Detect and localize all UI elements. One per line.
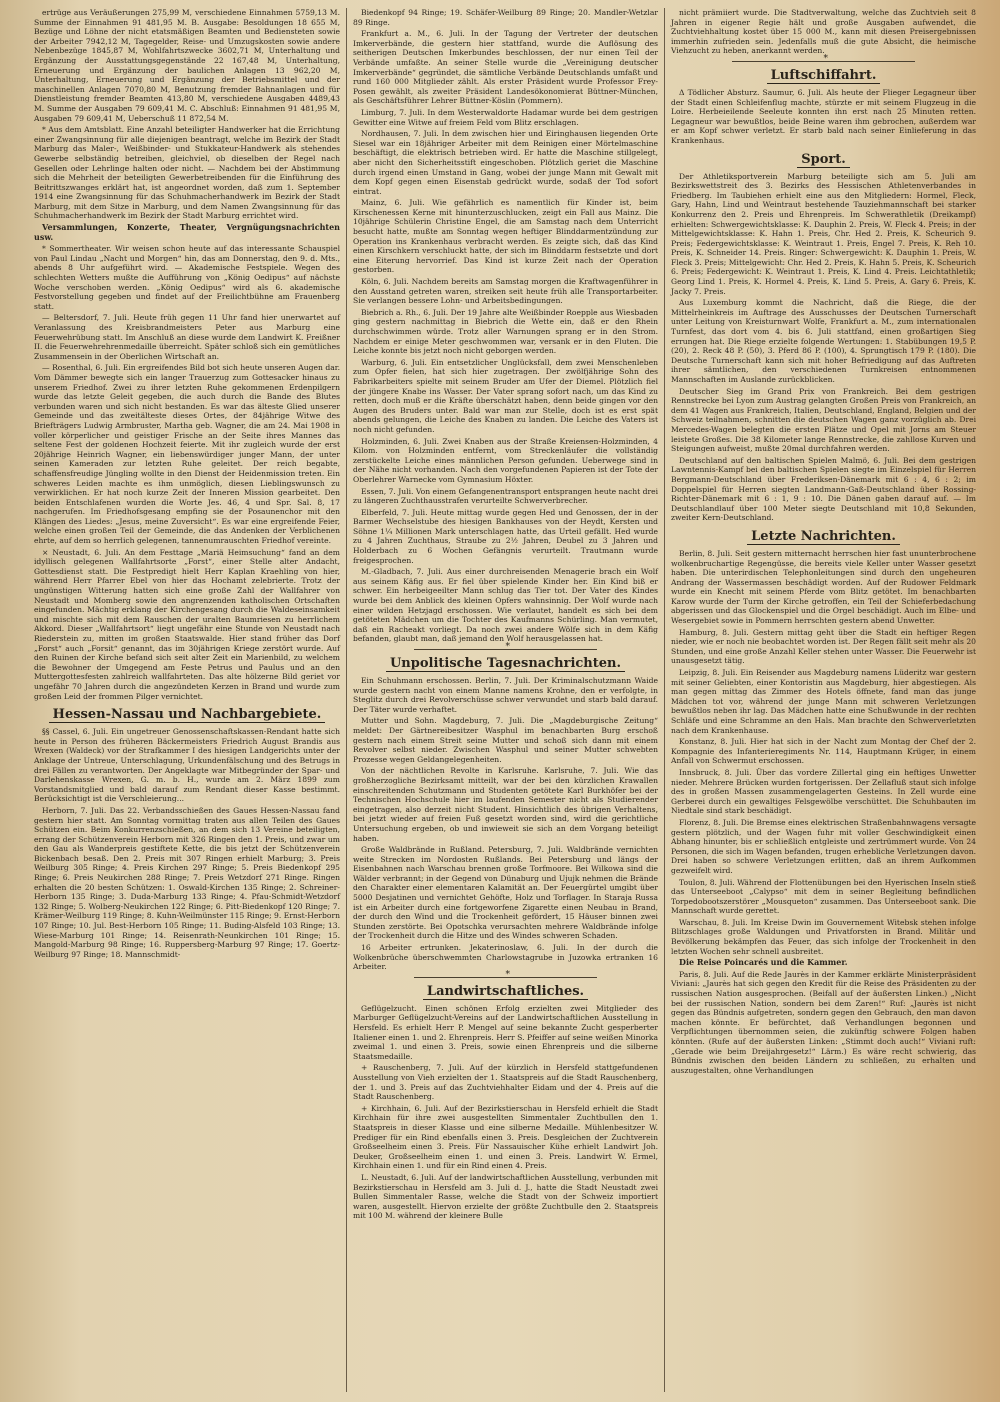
column-right — [664, 8, 982, 1392]
article-warburg: Warburg, 6. Juli. Ein entsetzlicher Unglücksfall, dem zwei Menschenleben zum Opfer fielen, hat sich hier zugetragen. Der zwölfjährige Sohn des Fabrikarbeiters spielte mit seinem Bruder am Ufer der Diemel. Plötzlich fiel der jüngere Knabe ins Wasser. Der Vater sprang sofort nach, um das Kind zu retten, doch muß er die Kräfte überschätzt haben, denn beide gingen vor den Augen des Bruders unter. Bald war man zur Stelle, doch ist es erst spät abends gelungen, die Leiche des Knaben zu landen. Die Leiche des Vaters ist noch nicht gefunden. — [353, 357, 658, 434]
article-paragraph: Biedenkopf 94 Ringe; 19. Schäfer-Weilburg 89 Ringe; 20. Mandler-Wetzlar 89 Ringe. — [353, 8, 658, 27]
section-subheading: Versammlungen, Konzerte, Theater, Vergnügungsnachrichten usw. — [34, 222, 340, 242]
article-baltische-spiele: Deutschland auf den baltischen Spielen Malmö, 6. Juli. Bei dem gestrigen Lawntennis-Kampf bei den baltischen Spielen siegte im Einzelspiel für Herren Bergmann-Deutschland über Frederiksen-Dänemark mit 6 : 4, 6 : 2; im Doppelspiel für Herren siegten Landmann-Gaß-Deutschland über Rossing-Richter-Dänemark mit 6 : 1, 9 : 10. Die Dänen gaben darauf auf. — Im Deutschlandlauf über 100 Meter siegte Deutschland mit 10,8 Sekunden, zweiter Kern-Deutschland. — [671, 455, 976, 523]
article-schuhmann: Ein Schuhmann erschossen. Berlin, 7. Juli. Der Kriminalschutzmann Waide wurde gestern nacht von einem Manne namens Krohne, den er verfolgte, in Steglitz durch drei Revolverschüsse schwer verwundet und starb bald darauf. Der Täter wurde verhaftet. — [353, 676, 658, 714]
article-paris: Paris, 8. Juli. Auf die Rede Jaurès in der Kammer erklärte Ministerpräsident Viviani: „Jaurès hat sich gegen den Kredit für die Reise des Präsidenten zu der russischen Nation ausgesprochen. (Beifall auf der äußersten Linken.) „Nicht bei der russischen Nation, sondern bei dem Zaren!“ Ruf: „Jaurès ist nicht gegen das Bündnis aufgetreten, sondern gegen den Gebrauch, den man davon machen könnte. Er befürchtet, daß Verhandlungen begonnen und Verpflichtungen übernommen seien, die zukünftig schwere Folgen haben könnten. (Rufe auf der äußersten Linken: „Stimmt doch auch!“ Viviani ruft: „Gerade wie beim Dreijahrgesetz!“ Lärm.) Es wäre recht schwierig, das Bündnis zwischen den beiden Ländern zu schließen, zu erhalten und auszugestalten, ohne Verhandlungen — [671, 969, 976, 1075]
article-sommertheater: * Sommertheater. Wir weisen schon heute auf das interessante Schauspiel von Paul Lindau „Nacht und Morgen“ hin, das am Donnerstag, den 9. d. Mts., abends 8 Uhr aufgeführt wird. — Akademische Festspiele. Wegen des schlechten Wetters mußte die Aufführung von „König Oedipus“ auf nächste Woche verschoben werden. „König Oedipus“ wird als 6. akademische Festvorstellung gegeben und findet auf der Freilichtbühne am Frauenberg statt. — [34, 244, 340, 311]
article-frankfurt: Frankfurt a. M., 6. Juli. In der Tagung der Vertreter der deutschen Imkerverbände, die gestern hier stattfand, wurde die Auflösung des seitherigen Deutschen Imkerbundes beschlossen, der nur einen Teil der Verbände umfaßte. An seiner Stelle wurde die „Vereinigung deutscher Imkerverbände“ gegründet, die sämtliche Verbände Deutschlands umfaßt und rund 160 000 Mitglieder zählt. Als erster Präsident wurde Professor Frey-Posen gewählt, als zweiter Präsident Landesökonomierat Büttner-München, als Geschäftsführer Lehrer Büttner-Köslin (Pommern). — [353, 29, 658, 106]
article-hamburg: Hamburg, 8. Juli. Gestern mittag geht über die Stadt ein heftiger Regen nieder, wie er noch nie beobachtet worden ist. Der Regen fällt seit mehr als 20 Stunden, und eine große Anzahl Keller stehen unter Wasser. Die Feuerwehr ist unausgesetzt tätig. — [671, 627, 976, 666]
article-florenz: Florenz, 8. Juli. Die Bremse eines elektrischen Straßenbahnwagens versagte gestern plötzlich, und der Wagen fuhr mit voller Geschwindigkeit einen Abhang hinunter, bis er schließlich entgleiste und zertrümmert wurde. Von 24 Personen, die sich im Wagen befanden, trugen erhebliche Verletzungen davon. Drei haben so schwere Verletzungen erlitten, daß an ihrem Aufkommen gezweifelt wird. — [671, 817, 976, 875]
section-heading — [353, 984, 658, 1000]
article-amtsblatt: * Aus dem Amtsblatt. Eine Anzahl beteiligter Handwerker hat die Errichtung einer Zwangsinnung für alle diejenigen beantragt, welche im Bezirk der Stadt Marburg das Maler-, Weißbinder- und Stukkateur-Handwerk als stehendes Gewerbe selbständig betreiben, gleichviel, ob dieselben der Regel nach Gesellen oder Lehrlinge halten oder nicht. — Nachdem bei der Abstimmung sich die Mehrheit der beteiligten Gewerbetreibenden für die Einführung des Beitrittszwanges erklärt hat, ist angeordnet worden, daß zum 1. September 1914 eine Zwangsinnung für das Schuhmacherhandwerk im Bezirk der Stadt Marburg, mit dem Sitze in Marburg, und dem Namen Zwangsinnung für das Schuhmacherhandwerk im Bezirk der Stadt Marburg errichtet wird. — [34, 125, 340, 221]
column-layout — [28, 8, 982, 1392]
article-paragraph: ertrüge aus Veräußerungen 275,99 M, verschiedene Einnahmen 5759,13 M. Summe der Einnahmen 91 481,95 M. B. Ausgabe: Besoldungen 18 655 M, Bezüge und Löhne der nicht etatsmäßigen Beamten und Bediensteten sowie der Arbeiter 7942,12 M, Tagegelder, Reise- und Umzugskosten sowie andere Nebenbezüge 1845,87 M, Wohlfahrtszwecke 3602,71 M, Unterhaltung und Ergänzung der Ausstattungsgegenstände 22 167,48 M, Unterhaltung, Erneuerung und Ergänzung der baulichen Anlagen 13 962,20 M, Unterhaltung, Erneuerung und Ergänzung der Betriebsmittel und der maschinellen Anlagen 7070,80 M, Benutzung fremder Bahnanlagen und für Dienstleistung fremder Beamten 413,80 M, verschiedene Ausgaben 4489,43 M. Summe der Ausgaben 79 609,41 M. C. Abschluß: Einnahmen 91 481,95 M, Ausgaben 79 609,41 M, Ueberschuß 11 872,54 M. — [34, 8, 340, 123]
article-warschau: Warschau, 8. Juli. Im Kreise Dwin im Gouvernement Witebsk stehen infolge Blitzschlages große Waldungen und Privatforsten in Brand. Militär und Bevölkerung bekämpfen das Feuer, das sich infolge der Trockenheit in den letzten Wochen sehr schnell ausbreitet. — [671, 917, 976, 956]
article-berlin: Berlin, 8. Juli. Seit gestern mitternacht herrschen hier fast ununterbrochene wolkenbruchartige Regengüsse, die bereits viele Keller unter Wasser gesetzt haben. Die unterirdischen Telephonleitungen sind durch den ungeheuren Andrang der Wassermassen beschädigt worden. Auf der Rudower Feldmark wurde ein Knecht mit seinem Pferde vom Blitz getötet. Im benachbarten Karow wurde der Turm der Kirche getroffen, ein Teil der Schieferbedachung abgerissen und das Glockenspiel und die Orgel beschädigt. Auch im Elbe- und Wesergebiet sowie in Pommern herrschten gestern abend Unwetter. — [671, 548, 976, 626]
section-subheading: Die Reise Poincarés und die Kammer. — [679, 957, 848, 968]
heading-text: Sport. — [797, 152, 850, 168]
article-mainz: Mainz, 6. Juli. Wie gefährlich es namentlich für Kinder ist, beim Kirschenessen Kerne mit hinunterzuschlucken, zeigt ein Fall aus Mainz. Die 10jährige Schülerin Christine Engel, die am Samstag nach dem Unterricht besucht hatte, mußte am Sonntag wegen heftiger Blinddarmentzündung zur Operation ins Krankenhaus verbracht werden. Es zeigte sich, daß das Kind einen Kirschkern verschluckt hatte, der sich im Blinddarm festsetzte und dort eine Eiterung hervorrief. Das Kind ist kurze Zeit nach der Operation gestorben. — [353, 198, 658, 275]
article-gladbach: M.-Gladbach, 7. Juli. Aus einer durchreisenden Menagerie brach ein Wolf aus seinem Käfig aus. Er fiel über spielende Kinder her. Ein Kind biß er schwer. Ein herbeigeeilter Mann schlug das Tier tot. Der Vater des Kindes wurde bei dem Anblick des kleinen Opfers wahnsinnig. Der Wolf wurde nach einer wilden Hetzjagd erschossen. Wie verlautet, handelt es sich bei dem getöteten Mädchen um die Tochter des Kaufmanns Schürling. Man vermutet, daß ein Racheakt vorliegt. Da noch zwei andere Wölfe sich in dem Käfig befanden, glaubt man, daß jemand den Wolf herausgelassen hat. — [353, 567, 658, 644]
heading-text: Unpolitische Tagesnachrichten. — [386, 656, 625, 672]
article-herborn: Herborn, 7. Juli. Das 22. Verbandsschießen des Gaues Hessen-Nassau fand gestern hier statt. Am Sonntag vormittag traten aus allen Teilen des Gaues Schützen ein. Beim Konkurrenzschießen, an dem sich 13 Vereine beteiligten, errang der Schützenverein Herborn mit 326 Ringen den 1. Preis, und zwar um den Gau als Wanderpreis gestiftete Kette, die bis jetzt der Schützenverein Bickenbach besaß. Den 2. Preis mit 307 Ringen erhielt Marburg; 3. Preis Weilburg 305 Ringe; 4. Preis Kirchen 297 Ringe; 5. Preis Biedenkopf 295 Ringe; 6. Preis Neukirchen 288 Ringe; 7. Preis Wetzdorf 271 Ringe. Ringen erhalten die 20 besten Schützen: 1. Oswald-Kirchen 135 Ringe; 2. Schreiner-Herborn 135 Ringe; 3. Duda-Marburg 133 Ringe; 4. Pfau-Schmidt-Wetzdorf 132 Ringe; 5. Wolberg-Neukirchen 122 Ringe; 6. Pitt-Biedenkopf 120 Ringe; 7. Krämer-Weilburg 119 Ringe; 8. Kuhn-Weilmünster 115 Ringe; 9. Ernst-Herborn 107 Ringe; 10. Jul. Best-Herborn 105 Ringe; 11. Buding-Alsfeld 103 Ringe; 13. Wiese-Marburg 101 Ringe; 14. Reisenrath-Neunkirchen 101 Ringe; 15. Mangold-Marburg 98 Ringe; 16. Ruppersberg-Marburg 97 Ringe; 17. Goertz-Weilburg 97 Ringe; 18. Mannschmidt- — [34, 805, 340, 959]
heading-text: Luftschiffahrt. — [767, 68, 881, 84]
article-grand-prix: Deutscher Sieg im Grand Prix von Frankreich. Bei dem gestrigen Rennstrecke bei Lyon zum Austrag gelangten Großen Preis von Frankreich, an dem 41 Wagen aus Frankreich, Italien, Deutschland, England, Belgien und der Schweiz teilnahmen, schnitten die deutschen Wagen ganz vorzüglich ab. Drei Mercedes-Wagen belegten die ersten Plätze und Opel mit Jorns am Steuer leistete Großes. Die 38 Kilometer lange Rennstrecke, die zahllose Kurven und Steigungen aufweist, mußte 20mal durchfahren werden. — [671, 386, 976, 454]
article-mutter-sohn: Mutter und Sohn. Magdeburg, 7. Juli. Die „Magdeburgische Zeitung“ meldet: Der Gärtnereibesitzer Wasphul im benachbarten Burg erschoß gestern nach einem Streit seine Mutter und schoß sich dann mit einem Revolver selbst nieder. Zwischen Wasphul und seiner Mutter schwebten Prozesse wegen Geldangelegenheiten. — [353, 716, 658, 764]
section-heading — [671, 152, 976, 168]
article-leipzig: Leipzig, 8. Juli. Ein Reisender aus Magdeburg namens Lüderitz war gestern mit seiner Geliebten, einer Kontoristin aus Magdeburg, hier abgestiegen. Als man gegen mittag das Zimmer des Hotels öffnete, fand man das junge Mädchen tot vor, während der junge Mann mit schweren Verletzungen bewußtlos neben ihr lag. Das Mädchen hatte eine Schußwunde in der rechten Schläfe und eine Schramme an den Hals. Man brachte den Schwerverletzten nach dem Krankenhause. — [671, 668, 976, 735]
article-toulon: Toulon, 8. Juli. Während der Flottenübungen bei den Hyerischen Inseln stieß das Unterseeboot „Calypso“ mit dem in seiner Begleitung befindlichen Torpedobootszerstörer „Mousqueton“ zusammen. Das Unterseeboot sank. Die Mannschaft wurde gerettet. — [671, 877, 976, 916]
section-heading — [34, 707, 340, 723]
article-luxemburg: Aus Luxemburg kommt die Nachricht, daß die Riege, die der Mittelrheinkreis im Auftrage des Ausschusses der Deutschen Turnerschaft unter Leitung von Kreisturnwart Wolfe, Frankfurt a. M., zum internationalen Turnfest, das dort vom 4. bis 6. Juli stattfand, einen großartigen Sieg errungen hat. Die Riege erzielte folgende Wertungen: 1. Stabübungen 19,5 P. (20), 2. Reck 48 P. (50), 3. Pferd 86 P. (100), 4. Sprungtisch 179 P. (180). Die Deutsche Turnerschaft kann sich mit hoher Befriedigung auf das Auftreten ihrer sämtlichen, den verschiedenen Turnkreisen entnommenen Mannschaften im Auslande zurückblicken. — [671, 298, 976, 384]
article-rauschenberg: + Rauschenberg, 7. Juli. Auf der kürzlich in Hersfeld stattgefundenen Ausstellung von Vieh erzielten der 1. Staatspreis auf die Stadt Rauschenberg, der 1. und 3. Preis auf das Zuchtviehhalter Eidam und der 4. Preis auf die Stadt Rauschenberg. — [353, 1063, 658, 1102]
section-heading — [671, 529, 976, 545]
article-gefluegelzucht: Geflügelzucht. Einen schönen Erfolg erzielten zwei Mitglieder des Marburger Geflügelzucht-Vereins auf der Landwirtschaftlichen Ausstellung in Hersfeld. Es erhielt Herr P. Mengel auf seine bekannte Zucht gesperberter Italiener einen 1. und 2. Ehrenpreis. Herr S. Pfeiffer auf seine weißen Minorka zweimal 1. und einen 3. Preis, sowie einen Ehrenpreis und die silberne Staatsmedaille. — [353, 1003, 658, 1061]
article-nordhausen: Nordhausen, 7. Juli. In dem zwischen hier und Eiringhausen liegenden Orte Siesel war ein 18jähriger Arbeiter mit dem Reinigen einer Mörtelmaschine beschäftigt, die elektrisch betrieben wird. Er hatte die Maschine stillgelegt, aber nicht den Sicherheitsstift eingeschoben. Plötzlich geriet die Maschine durch irgend einen Umstand in Gang, wobei der junge Mann mit Gewalt mit dem Kopf gegen einen Eisenstab gedrückt wurde, sodaß der Tod sofort eintrat. — [353, 129, 658, 196]
article-konstanz: Konstanz, 8. Juli. Hier hat sich in der Nacht zum Montag der Chef der 2. Kompagnie des Infanterieregiments Nr. 114, Hauptmann Krüger, in einem Anfall von Schwermut erschossen. — [671, 737, 976, 766]
article-kirchhain: + Kirchhain, 6. Juli. Auf der Bezirkstierschau in Hersfeld erhielt die Stadt Kirchhain für ihre zwei ausgestellten Simmentaler Zuchtbullen den 1. Staatspreis in dieser Klasse und eine silberne Medaille. Mühlenbesitzer W. Prediger für ein Rind ebenfalls einen 3. Preis. Desgleichen der Zuchtverein Großseelheim einen 3. Preis. Für Nassauischer Kühe erhielt Landwirt Joh. Deuker, Großseelheim einen 1. und einen 3. Preis. Landwirt W. Ermel, Kirchhain einen 1. und für ein Rind einen 4. Preis. — [353, 1103, 658, 1171]
article-elberfeld: Elberfeld, 7. Juli. Heute mittag wurde gegen Hed und Genossen, der in der Barmer Wechselstube des hiesigen Bankhauses von der Heydt, Kersten und Söhne 1¼ Millionen Mark unterschlagen hatte, das Urteil gefällt. Hed wurde zu 4 Jahren Zuchthaus, Straube zu 2½ Jahren, Deubel zu 3 Jahren und Holderbach zu 6 Wochen Gefängnis verurteilt. Trautmann wurde freigesprochen. — [353, 507, 658, 565]
heading-text: Landwirtschaftliches. — [423, 984, 588, 1000]
article-cassel: §§ Cassel, 6. Juli. Ein ungetreuer Genossenschaftskassen-Rendant hatte sich heute in Person des früheren Bäckermeisters Friedrich August Brandis aus Wrexen (Waldeck) vor der Strafkammer I des hiesigen Landgerichts unter der Anklage der Untreue, Unterschlagung, Urkundenfälschung und des Betrugs in drei Fällen zu verantworten. Der Angeklagte war Mitbegründer der Spar- und Darlehenskasse Wrexen, G. m. b. H., wurde am 2. März 1899 zum Vorstandsmitglied und bald darauf zum Rendant dieser Kasse bestimmt. Berücksichtigt ist die Verschleierung... — [34, 727, 340, 804]
article-holzminden: Holzminden, 6. Juli. Zwei Knaben aus der Straße Kreiensen-Holzminden, 4 Kilom. von Holzminden entfernt, vom Streckenläufer die vollständig zerstückelte Leiche eines männlichen Person gefunden. Ueberwege sind in der Nähe nicht vorhanden. Nach den vorgefundenen Papieren ist der Tote der Oberlehrer Warnecke vom Gymnasium Höxter. — [353, 436, 658, 484]
column-left — [28, 8, 346, 1392]
article-limburg: Limburg, 7. Juli. In dem Westerwaldorte Hadamar wurde bei dem gestrigen Gewitter eine Witwe auf freiem Feld vom Blitz erschlagen. — [353, 107, 658, 127]
column-middle — [346, 8, 664, 1392]
article-paragraph: nicht prämiiert wurde. Die Stadtverwaltung, welche das Zuchtvieh seit 8 Jahren in eigener Regie hält und große Ausgaben aufwendet, die Zuchtviehhaltung kostet über 15 000 M., kann mit diesen Preisergebnissen immerhin zufrieden sein. Jedenfalls muß die gute Absicht, die heimische Viehzucht zu heben, anerkannt werden. — [671, 8, 976, 56]
divider — [414, 977, 597, 978]
heading-text: Letzte Nachrichten. — [747, 529, 900, 545]
section-heading — [671, 68, 976, 84]
article-innsbruck: Innsbruck, 8. Juli. Über das vordere Zillertal ging ein heftiges Unwetter nieder. Mehrere Brücken wurden fortgerissen. Der Zellafluß staut sich infolge des in großen Massen zusammengelagerten Gesteins. In Zell wurde eine Gerberei durch ein gewaltiges Felsgewölbe verschüttet. Die Schuhbauten im Niedtale sind stark beschädigt. — [671, 767, 976, 816]
article-neustadt-vieh: L. Neustadt, 6. Juli. Auf der landwirtschaftlichen Ausstellung, verbunden mit Bezirkstierschau in Hersfeld am 3. Juli d. J., hatte die Stadt Neustadt zwei Bullen Simmentaler Rasse, welche die Stadt von der Schweiz importiert waren, ausgestellt. Hiervon erzielte der größte Zuchtbulle den 2. Staatspreis mit 100 M. während der kleinere Bulle — [353, 1172, 658, 1221]
section-heading — [353, 656, 658, 672]
article-beltersdorf: — Beltersdorf, 7. Juli. Heute früh gegen 11 Uhr fand hier unerwartet auf Veranlassung des Kreisbrandmeisters Peter aus Marburg eine Feuerwehrübung statt. Im Anschluß an diese wurde dem Landwirt K. Freißner II. die Feuerwehrehrenmedaille überreicht. Später schloß sich ein gemütliches Zusammensein in der Oberlichen Wirtschaft an. — [34, 313, 340, 361]
article-neustadt: × Neustadt, 6. Juli. An dem Festtage „Mariä Heimsuchung“ fand an dem idyllisch gelegenen Wallfahrtsorte „Forst“, einer Stelle alter Andacht, Gottesdienst statt. Die Festpredigt hielt Herr Kaplan Kraehling von hier, während Herr Pfarrer Ebel von hier das Hochamt zelebrierte. Trotz der ungünstigen Witterung hatten sich eine große Zahl der Wallfahrer von Neustadt und Momberg sowie den angrenzenden katholischen Ortschaften eingefunden. Mächtig erklang der Kirchengesang durch die Waldeseinsamkeit und mischte sich mit dem Rauschen der uralten Baumriesen zu herrlichem Akkord. Dieser „Wallfahrtsort“ liegt ungefähr eine Stunde von Neustadt nach Riederstein zu, mitten im großen Staatswalde. Hier stand früher das Dorf „Forst“ auch „Forsit“ genannt, das im 30jährigen Kriege zerstört wurde. Auf den Ruinen der Kirche befand sich seit alter Zeit ein Marienbild, zu welchem die Bewohner der Umgegend am Feste Petrus und Paulus und an den Muttergottesfesten zahlreich wallfahrteten. Das alte hölzerne Bild geriet vor ungefähr 70 Jahren durch die angezündeten Kerzen in Brand und wurde zum großen Leid der frommen Pilger vernichtet. — [34, 547, 340, 701]
heading-text: Hessen-Nassau und Nachbargebiete. — [49, 707, 326, 723]
article-biebrich: Biebrich a. Rh., 6. Juli. Der 19 Jahre alte Weißbinder Roepple aus Wiesbaden ging gestern nachmittag in Biebrich die Wette ein, daß er den Rhein durchschwimmen würde. Trotz aller Warnungen sprang er in den Strom. Nachdem er einige Meter geschwommen war, versank er in den Fluten. Die Leiche konnte bis jetzt noch nicht geborgen werden. — [353, 307, 658, 356]
article-essen: Essen, 7. Juli. Von einem Gefangenentransport entsprangen heute nacht drei zu längeren Zuchthausstrafen verurteilte Schwerverbrecher. — [353, 486, 658, 506]
article-arbeiter: 16 Arbeiter ertrunken. Jekaterinoslaw, 6. Juli. In der durch die Wolkenbrüche überschwemmten Charlowstagrube in Juzowka ertranken 16 Arbeiter. — [353, 943, 658, 972]
article-absturz: Δ Tödlicher Absturz. Saumur, 6. Juli. Als heute der Flieger Legagneur über der Stadt einen Schleifenflug machte, stürzte er mit seinem Flugzeug in die Loire. Herbeieilende Seeleute konnten ihn erst nach 25 Minuten retten. Legagneur war bewußtlos, beide Beine waren ihm gebrochen, außerdem war er am Kopf schwer verletzt. Er starb bald nach seiner Einlieferung in das Krankenhaus. — [671, 87, 976, 145]
article-karlsruhe: Von der nächtlichen Revolte in Karlsruhe. Karlsruhe, 7. Juli. Wie das großherzogliche Bezirksamt mitteilt, war der bei den kürzlichen Krawallen einschreitenden Schutzmann und Studenten getötete Karl Burkhöfer bei der Technischen Hochschule hier im laufenden Semester nicht als Studierender eingetragen, also derzeit nicht Student. Hinsichtlich des übrigen Verhaltens, bei jetzt wieder auf freien Fuß gesetzt worden sind, wird die gerichtliche Untersuchung ergeben, ob und inwieweit sie sich an dem Vorgang beteiligt haben. — [353, 766, 658, 843]
article-waldbraende: Große Waldbrände in Rußland. Petersburg, 7. Juli. Waldbrände vernichten weite Strecken im Nordosten Rußlands. Bei Petersburg und längs der Eisenbahnen nach Warschau brennen große Torfmoore. Bei Wilkowa sind die Wälder verbrannt; in der Gegend von Dünaburg und Ujujk nehmen die Brände den Charakter einer elementaren Kalamität an. Der Feuergürtel umgibt über 5000 Desjatinen und vernichtet Gehöfte, Holz und Torflager. In Staraja Russa ist ein Arbeiter durch eine fortgeworfene Zigarette einen Neubau in Brand, der durch den Wind und die Trockenheit gefördert, 15 Häuser binnen zwei Stunden zerstörte. Bei Opotschka verursachten mehrere Waldbrände infolge der Trockenheit durch die Hitze und des Windes schweren Schaden. — [353, 845, 658, 941]
divider — [732, 61, 915, 62]
divider — [414, 649, 597, 650]
article-koeln: Köln, 6. Juli. Nachdem bereits am Samstag morgen die Kraftwagenführer in den Ausstand getreten waren, streiken seit heute früh alle Transportarbeiter. Sie verlangen bessere Lohn- und Arbeitsbedingungen. — [353, 277, 658, 306]
article-athletik: Der Athletiksportverein Marburg beteiligte sich am 5. Juli am Bezirkswettstreit des 3. Bezirks des Hessischen Athletenverbandes in Friedberg. Im Taubiehen erhielt eine aus den Mitgliedern: Hormel, Fleck, Gary, Hahn, Lind und Weintraut bestehende Tauziehmannschaft bei starker Konkurrenz den 2. Preis und Ehrenpreis. Im Schwerathletik (Dreikampf) erhielten: Schwergewichtsklasse: K. Dauphin 2. Preis, W. Fleck 4. Preis; in der Mittelgewichtsklasse: K. Hahn 1. Preis, Chr. Hed 2. Preis, K. Scheurich 9. Preis; Federgewichtsklasse: K. Weintraut 1. Preis, Engel 7. Preis, K. Reh 10. Preis, K. Schneider 14. Preis. Ringer: Schwergewicht: K. Dauphin 1. Preis, W. Fleck 3. Preis; Mittelgewicht: Chr. Hed 2. Preis, K. Hahn 5. Preis, K. Scheurich 6. Preis; Federgewicht: K. Weintraut 1. Preis, K. Lind 4. Preis. Leichtathletik; Georg Lind 1. Preis, K. Hormel 4. Preis, K. Lind 5. Preis, A. Gary 6. Preis, K. Jacky 7. Preis. — [671, 171, 976, 296]
article-rosenthal: — Rosenthal, 6. Juli. Ein ergreifendes Bild bot sich heute unseren Augen dar. Vom Dämmer bewegte sich ein langer Trauerzug zum Gottesacker hinaus zu unserem Friedhof. Zwei zu ihrer letzten Ruhe gekommenen Erdenpilgern wurde das letzte Geleit gegeben, die auch durch die Bande des Blutes verbunden waren und sich nicht bestanden. Es war das älteste Glied unserer Gemeinde und das zweitälteste dieses Ortes, der 84jährige Witwe des Briefträgers Ludwig Armbruster, Martha geb. Wagner, die am 24. Mai 1908 in voller körperlicher und geistiger Frische an der Seite ihres Mannes das seltene Fest der goldenen Hochzeit feierte. Mit ihr zugleich wurde der erst 20jährige Heinrich Wagner, ein liebenswürdiger junger Mann, der unter seinen Kameraden zur letzten Ruhe geleitet. Der reich begabte, schaffensfreudige Jüngling wollte in den Dienst der Heidenmission treten. Ein schweres Leiden machte es ihm unmöglich, diesen Lieblingswunsch zu verwirklichen. Er hat noch kurze Zeit der Inneren Mission gearbeitet. Den beiden Entschlafenen wurden die Worte Jes. 46, 4 und Spr. Sal. 8, 17 nachgerufen. Im Friedhofsgesang empfing sie der Posaunenchor mit den Klängen des Liedes: „Jesus, meine Zuversicht“. Es war eine ergreifende Feier, welche einen großen Teil der Gemeinde, die das Andenken der Verblichenen ehrte, auf dem so herrlich gelegenen, tannenumrauschten Friedhof vereinte. — [34, 363, 340, 546]
